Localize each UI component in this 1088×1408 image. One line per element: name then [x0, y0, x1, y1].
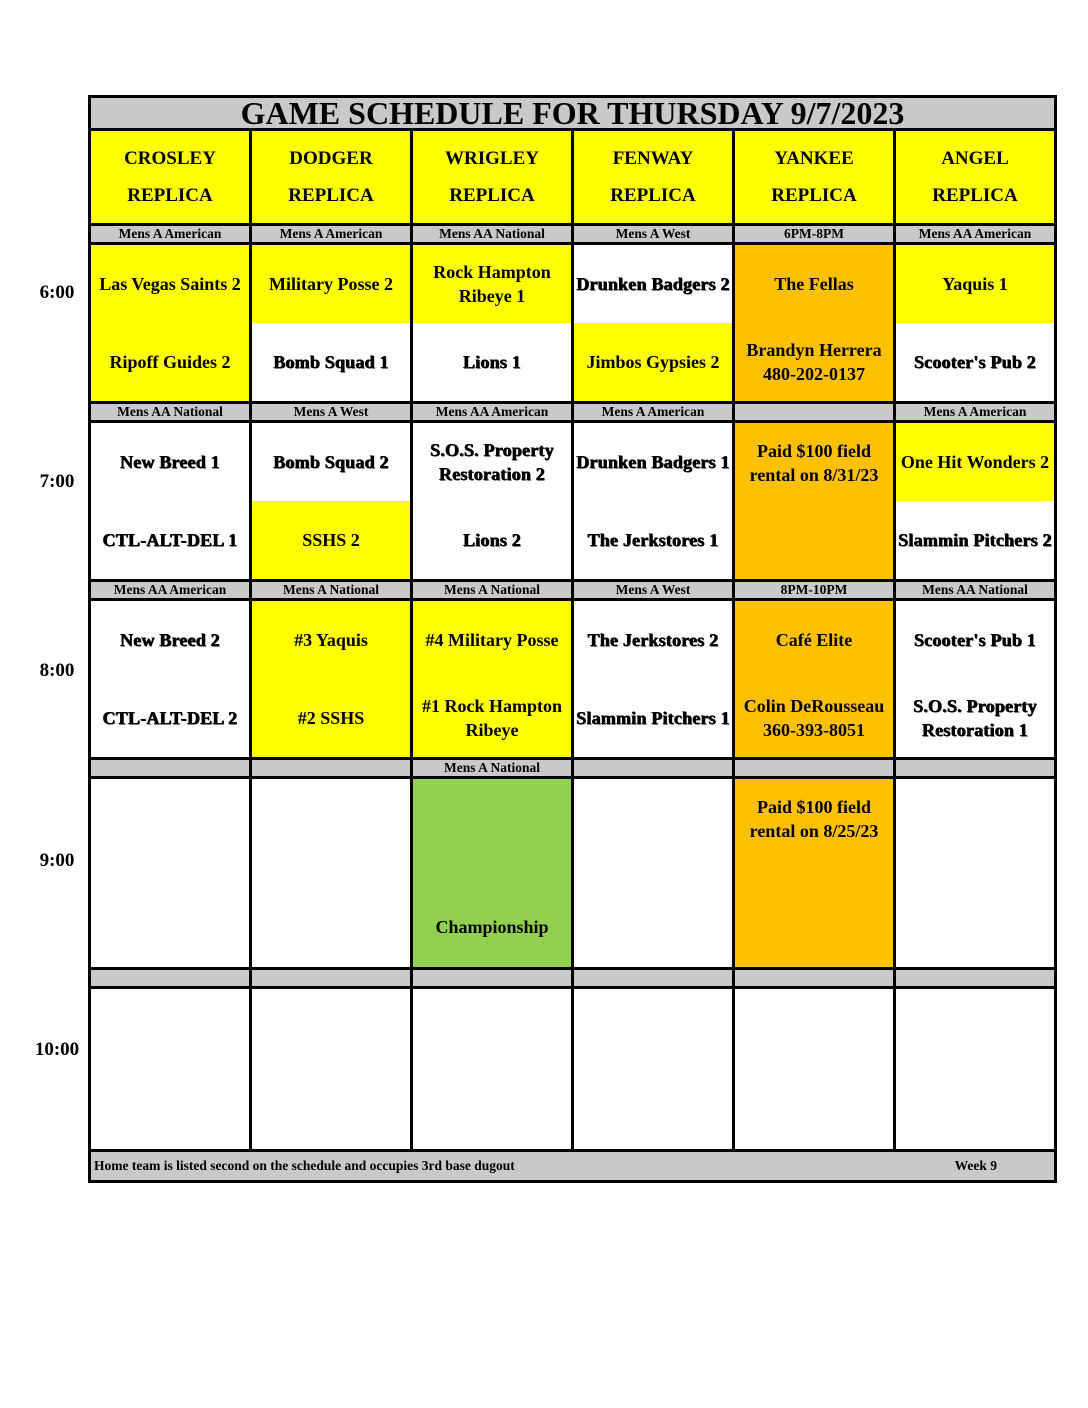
contact-phone: 480-202-0137 [763, 364, 865, 384]
team-cell: New Breed 1 [90, 422, 251, 502]
team-cell: Lions 1 [412, 323, 573, 403]
division-label: Mens AA National [90, 403, 251, 422]
field-name: WRIGLEY [445, 148, 539, 169]
team-cell: Slammin Pitchers 1 [573, 679, 734, 759]
team-cell: Ripoff Guides 2 [90, 323, 251, 403]
week-label: Week 9 [954, 1158, 997, 1173]
division-label [895, 759, 1056, 778]
division-label: Mens AA American [895, 225, 1056, 244]
rental-note-cell: Paid $100 field rental on 8/25/23 [734, 778, 895, 969]
team-cell: Jimbos Gypsies 2 [573, 323, 734, 403]
team-cell: Drunken Badgers 1 [573, 422, 734, 502]
empty-cell [895, 778, 1056, 969]
division-label: Mens A West [573, 225, 734, 244]
division-label [895, 969, 1056, 988]
team-cell: Slammin Pitchers 2 [895, 501, 1056, 581]
field-name: FENWAY [612, 148, 694, 169]
field-sub: REPLICA [610, 185, 696, 206]
rental-note-cell: Paid $100 field rental on 8/31/23 [734, 422, 895, 581]
team-cell: The Fellas [734, 244, 895, 324]
division-label: Mens A National [412, 759, 573, 778]
team-cell: #1 Rock Hampton Ribeye [412, 679, 573, 759]
division-label: Mens AA National [895, 581, 1056, 600]
division-label: Mens A American [895, 403, 1056, 422]
division-label [734, 759, 895, 778]
team-cell: Drunken Badgers 2 [573, 244, 734, 324]
team-cell: CTL-ALT-DEL 2 [90, 679, 251, 759]
footer-note: Home team is listed second on the schedule and occupies 3rd base dugout [94, 1158, 515, 1173]
division-label [90, 969, 251, 988]
team-cell: #2 SSHS [251, 679, 412, 759]
division-label: Mens A West [251, 403, 412, 422]
team-cell: Military Posse 2 [251, 244, 412, 324]
field-name: YANKEE [774, 148, 854, 169]
division-label [90, 759, 251, 778]
division-label: Mens A American [573, 403, 734, 422]
championship-cell: Championship [412, 778, 573, 969]
game-schedule-table [88, 95, 1057, 1183]
division-label: Mens AA American [412, 403, 573, 422]
team-cell: One Hit Wonders 2 [895, 422, 1056, 502]
empty-cell [90, 988, 251, 1151]
team-cell: The Jerkstores 2 [573, 600, 734, 680]
contact-phone: 360-393-8051 [763, 720, 865, 740]
field-header-wrigley [412, 130, 573, 225]
empty-cell [734, 988, 895, 1151]
team-cell: The Jerkstores 1 [573, 501, 734, 581]
field-sub: REPLICA [771, 185, 857, 206]
empty-cell [90, 778, 251, 969]
contact-name: Brandyn Herrera [746, 340, 882, 360]
team-cell: Las Vegas Saints 2 [90, 244, 251, 324]
division-label: 6PM-8PM [734, 225, 895, 244]
division-label [412, 969, 573, 988]
team-cell: #4 Military Posse [412, 600, 573, 680]
team-cell: S.O.S. Property Restoration 1 [895, 679, 1056, 759]
field-header-crosley [90, 130, 251, 225]
team-cell: SSHS 2 [251, 501, 412, 581]
division-label [573, 759, 734, 778]
division-label: 8PM-10PM [734, 581, 895, 600]
empty-cell [573, 988, 734, 1151]
empty-cell [895, 988, 1056, 1151]
contact-cell [734, 679, 895, 759]
field-header-dodger [251, 130, 412, 225]
field-sub: REPLICA [127, 185, 213, 206]
time-label-6: 6:00 [39, 282, 75, 303]
division-label [734, 403, 895, 422]
team-cell: Scooter's Pub 2 [895, 323, 1056, 403]
schedule-title: GAME SCHEDULE FOR THURSDAY 9/7/2023 [90, 97, 1056, 130]
field-header-fenway [573, 130, 734, 225]
field-sub: REPLICA [449, 185, 535, 206]
contact-name: Colin DeRousseau [743, 696, 885, 716]
division-label: Mens AA National [412, 225, 573, 244]
division-label [251, 969, 412, 988]
division-label: Mens A West [573, 581, 734, 600]
field-sub: REPLICA [288, 185, 374, 206]
field-name: DODGER [289, 148, 373, 169]
field-header-angel [895, 130, 1056, 225]
contact-cell [734, 323, 895, 403]
empty-cell [251, 988, 412, 1151]
time-label-8: 8:00 [39, 660, 75, 681]
team-cell: Rock Hampton Ribeye 1 [412, 244, 573, 324]
division-label [251, 759, 412, 778]
division-label: Mens AA American [90, 581, 251, 600]
field-header-yankee [734, 130, 895, 225]
team-cell: Yaquis 1 [895, 244, 1056, 324]
field-name: CROSLEY [124, 148, 216, 169]
division-label: Mens A National [412, 581, 573, 600]
team-cell: CTL-ALT-DEL 1 [90, 501, 251, 581]
division-label [734, 969, 895, 988]
field-name: ANGEL [941, 148, 1009, 169]
team-cell: #3 Yaquis [251, 600, 412, 680]
team-cell: Lions 2 [412, 501, 573, 581]
division-label [573, 969, 734, 988]
division-label: Mens A American [251, 225, 412, 244]
time-label-10: 10:00 [34, 1039, 80, 1060]
empty-cell [412, 988, 573, 1151]
field-sub: REPLICA [932, 185, 1018, 206]
time-label-7: 7:00 [39, 471, 75, 492]
empty-cell [573, 778, 734, 969]
team-cell: New Breed 2 [90, 600, 251, 680]
division-label: Mens A National [251, 581, 412, 600]
division-label: Mens A American [90, 225, 251, 244]
team-cell: Café Elite [734, 600, 895, 680]
team-cell: Bomb Squad 2 [251, 422, 412, 502]
team-cell: Bomb Squad 1 [251, 323, 412, 403]
team-cell: Scooter's Pub 1 [895, 600, 1056, 680]
team-cell: S.O.S. Property Restoration 2 [412, 422, 573, 502]
footer [90, 1151, 1056, 1182]
time-label-9: 9:00 [39, 850, 75, 871]
empty-cell [251, 778, 412, 969]
